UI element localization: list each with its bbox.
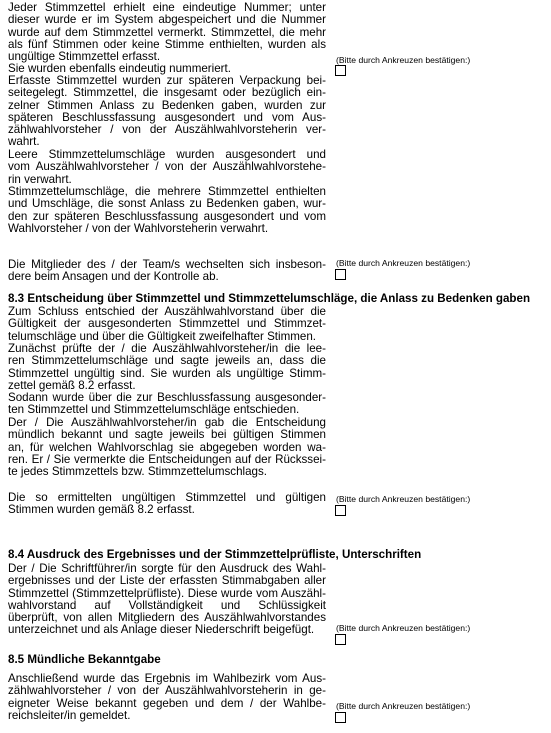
text-line: Jeder Stimmzettel erhielt eine eindeutige Nummer; unter	[8, 1, 326, 14]
text-line: Gültigkeit der ausgesonderten Stimmzettel und Stimmzet-	[8, 317, 326, 331]
text-line: wurde auf dem Stimmzettel vermerkt. Stimmzettel, die mehr	[8, 25, 326, 39]
text-line: Der / Die Auszählwahlvorsteher/in gab die Entscheidung	[8, 416, 326, 429]
text-line: seitegelegt. Stimmzettel, die insgesamt oder bezüglich ein-	[8, 86, 326, 100]
text-line: und Umschläge, die sonst Anlass zu Bedenken gaben, wur-	[8, 197, 326, 211]
paragraph-muendliche-bekanntgabe	[8, 673, 326, 722]
text-line: ten Stimmzettel und Stimmzettelumschläge entschieden.	[8, 403, 300, 417]
confirm-checkbox-4[interactable]	[335, 634, 346, 645]
text-line: Wahlvorsteher / von der Wahlvorsteherin verwahrt.	[8, 221, 269, 235]
text-line: ungültige Stimmzettel erfasst.	[8, 50, 161, 63]
confirm-checkbox-5[interactable]	[335, 712, 346, 723]
paragraph-leere-pruefung	[8, 343, 326, 392]
text-line: reichsleiter/in gemeldet.	[8, 708, 131, 722]
text-line: späteren Beschlussfassung ausgesondert und vom Aus-	[8, 110, 326, 124]
text-line: zelner Stimmen Anlass zu Bedenken gaben, wurden zur	[8, 98, 326, 112]
text-line: Der / Die Schriftführer/in sorgte für den Ausdruck des Wahl-	[8, 562, 326, 575]
text-line: Sie wurden ebenfalls eindeutig nummeriert.	[8, 62, 231, 75]
text-line: Leere Stimmzettelumschläge wurden ausgesondert und	[8, 148, 326, 161]
text-line: Zum Schluss entschied der Auszählwahlvorstand über die	[8, 305, 326, 318]
text-line: Die Mitglieder des / der Team/s wechselten sich insbeson-	[8, 258, 326, 271]
confirm-checkbox-2[interactable]	[335, 269, 346, 280]
text-line: rin verwahrt.	[8, 172, 72, 186]
paragraph-ausdruck	[8, 563, 326, 637]
paragraph-team-wechsel	[8, 259, 326, 284]
text-line: an, für welchen Wahlvorschlag sie abgegeben worden wa-	[8, 440, 326, 454]
paragraph-leere-umschlaege	[8, 149, 326, 186]
confirm-checkbox-3[interactable]	[335, 505, 346, 516]
text-line: Stimmen wurden gemäß 8.2 erfasst.	[8, 503, 195, 517]
text-line: zettel gemäß 8.2 erfasst.	[8, 378, 136, 392]
text-line: Sodann wurde über die zur Beschlussfassung ausgesonder-	[8, 391, 326, 404]
paragraph-beschlussfassung	[8, 392, 326, 417]
paragraph-stimmzettel-nummer	[8, 2, 326, 63]
text-line: Stimmzettel ungültig sind. Sie wurden als ungültige Stimm-	[8, 366, 326, 380]
paragraph-erfasst	[8, 492, 326, 517]
confirm-note: (Bitte durch Ankreuzen bestätigen:)	[336, 55, 471, 65]
text-line: unterzeichnet und als Anlage dieser Niederschrift beigefügt.	[8, 623, 315, 637]
text-line: Anschließend wurde das Ergebnis im Wahlbezirk vom Aus-	[8, 672, 326, 685]
text-line: als fünf Stimmen oder keine Stimme enthielten, wurden als	[8, 37, 326, 51]
confirm-note: (Bitte durch Ankreuzen bestätigen:)	[336, 623, 471, 633]
text-line: den zur späteren Beschlussfassung ausgesondert und vom	[8, 209, 326, 223]
text-line: eigneter Weise bekannt gegeben und dem / der Wahlbe-	[8, 696, 326, 710]
paragraph-entscheidung	[8, 306, 326, 343]
text-line: zählwahlvorsteher / von der Auszählwahlvorsteherin in ge-	[8, 684, 326, 698]
text-line: Stimmzettelumschläge, die mehrere Stimmzettel enthielten	[8, 185, 326, 198]
text-line: dere beim Ansagen und der Kontrolle ab.	[8, 270, 219, 284]
paragraph-verpackung	[8, 75, 326, 149]
text-line: wahlvorstand auf Vollständigkeit und Schlüssigkeit	[8, 598, 326, 612]
text-line: zählwahlvorsteher / von der Auszählwahlvorsteherin ver-	[8, 123, 326, 136]
paragraph-bekanntgabe-entscheidung	[8, 417, 326, 478]
text-line: überprüft, von allen Mitgliedern des Auszählwahlvorstandes	[8, 611, 326, 624]
text-line: Stimmzettel (Stimmzettelprüfliste). Diese wurde vom Auszähl-	[8, 586, 326, 600]
text-line: mündlich bekannt und sagte jeweils bei gültigen Stimmen	[8, 428, 326, 442]
confirm-note: (Bitte durch Ankreuzen bestätigen:)	[336, 258, 471, 268]
confirm-note: (Bitte durch Ankreuzen bestätigen:)	[336, 701, 471, 711]
text-line: wahrt.	[8, 135, 40, 149]
heading-8-5: 8.5 Mündliche Bekanntgabe	[8, 653, 161, 666]
text-line: ergebnisses und der Liste der erfassten Stimmabgaben aller	[8, 574, 326, 588]
confirm-note: (Bitte durch Ankreuzen bestätigen:)	[336, 494, 471, 504]
text-line: Die so ermittelten ungültigen Stimmzettel und gültigen	[8, 491, 326, 504]
paragraph-mehrere-stimmzettel	[8, 186, 326, 235]
text-line: dieser wurde er im System abgespeichert und die Nummer	[8, 13, 326, 27]
text-line: Erfasste Stimmzettel wurden zur späteren Verpackung bei-	[8, 74, 326, 87]
text-line: te jedes Stimmzettels bzw. Stimmzettelumschlags.	[8, 465, 268, 478]
text-line: telumschläge und über die Gültigkeit zweifelhafter Stimmen.	[8, 329, 317, 343]
text-line: ren. Er / Sie vermerkte die Entscheidungen auf der Rückssei-	[8, 452, 326, 466]
heading-8-4: 8.4 Ausdruck des Ergebnisses und der Stimmzettelprüfliste, Unterschriften	[8, 548, 422, 561]
text-line: Zunächst prüfte der / die Auszählwahlvorsteher/in die lee-	[8, 342, 326, 355]
text-line: ren Stimmzettelumschläge und sagte jeweils an, dass die	[8, 354, 326, 368]
heading-8-3: 8.3 Entscheidung über Stimmzettel und Stimmzettelumschläge, die Anlass zu Bedenken gaben	[8, 292, 531, 305]
text-line: vom Auszählwahlvorsteher / von der Auszählwahlvorstehe-	[8, 160, 326, 174]
confirm-checkbox-1[interactable]	[335, 65, 346, 76]
